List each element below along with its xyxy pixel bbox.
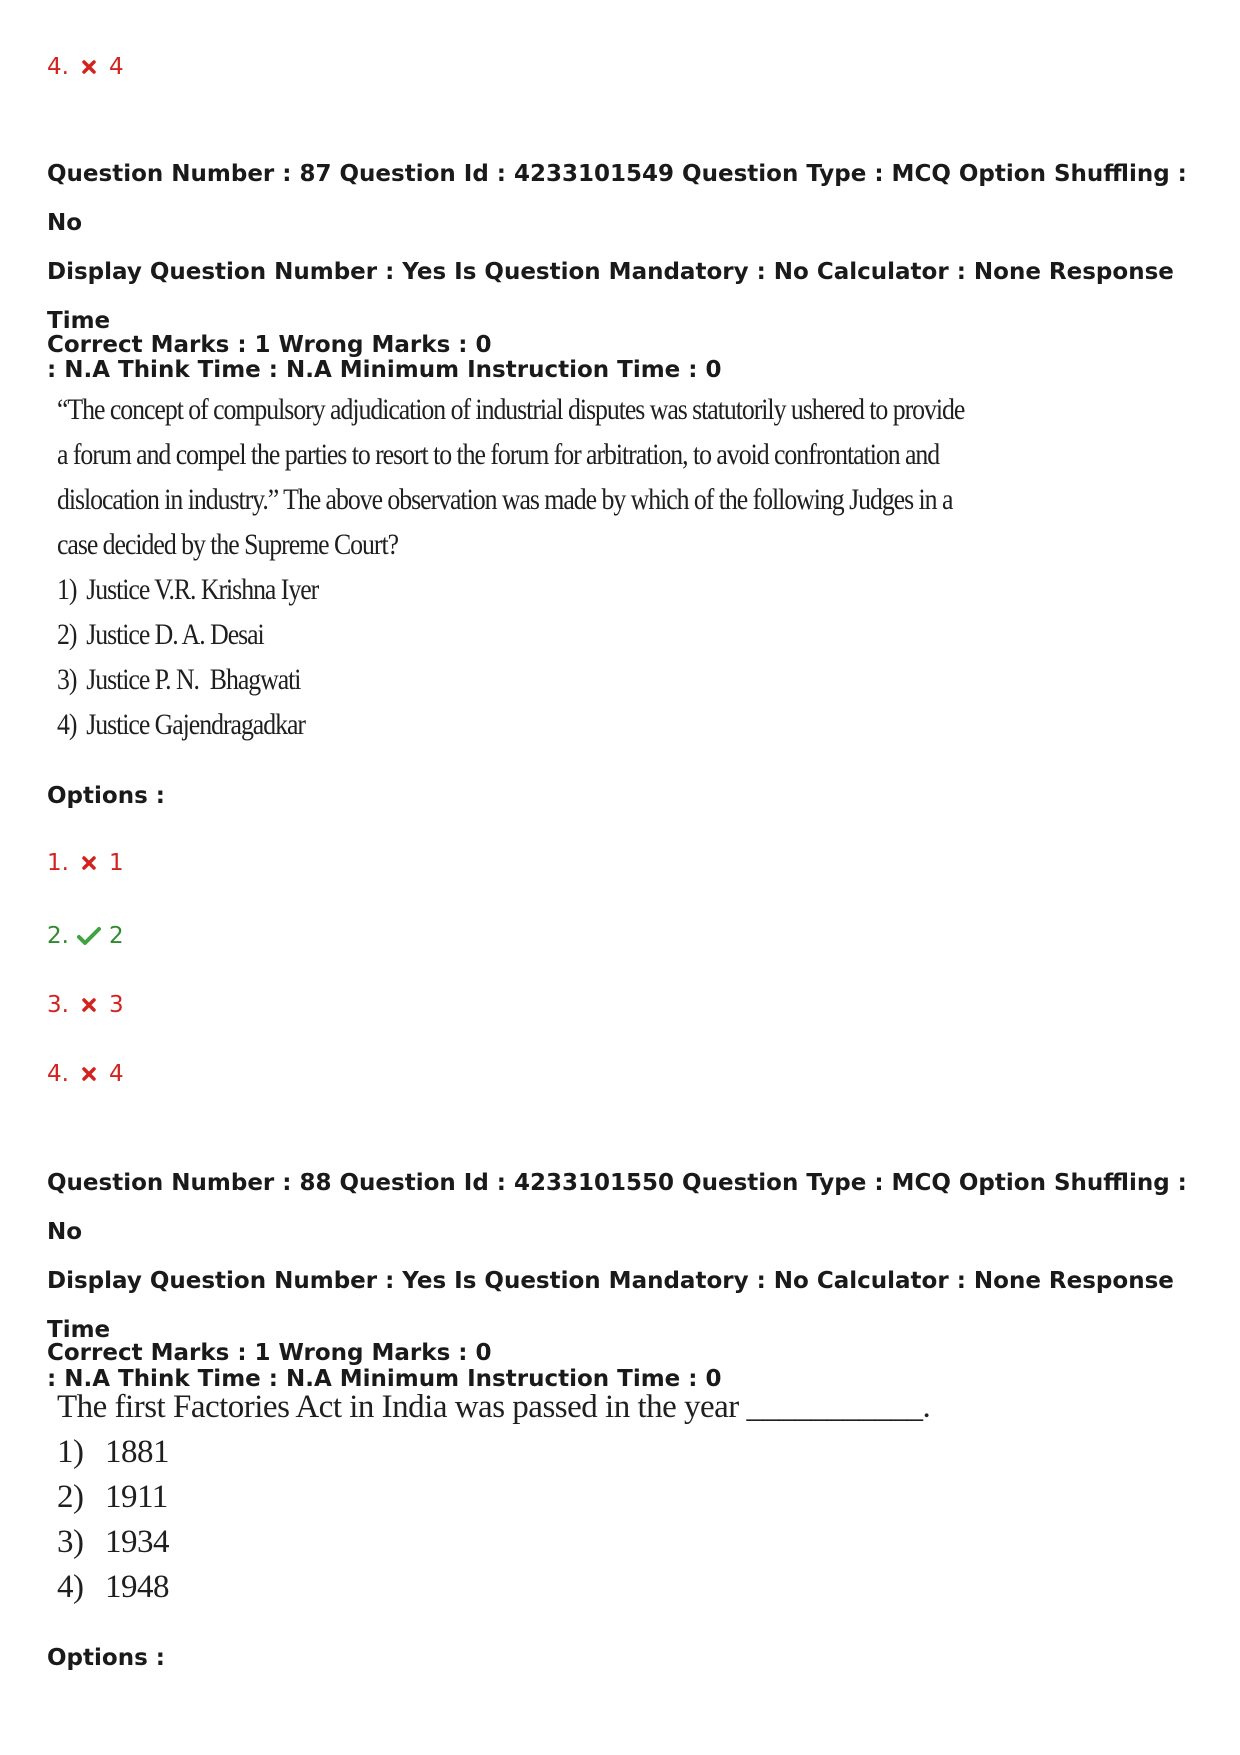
choice-item xyxy=(57,567,1003,612)
question-meta xyxy=(47,150,1207,395)
question-stem-line: case decided by the Supreme Court? xyxy=(57,528,399,561)
cross-icon xyxy=(77,993,101,1017)
choice-number: 4) xyxy=(57,708,77,741)
option-number: 4. xyxy=(47,1061,69,1087)
option-item xyxy=(47,1061,124,1087)
choice-number: 1) xyxy=(57,1434,84,1470)
question-body xyxy=(57,387,1003,747)
choice-item xyxy=(57,1475,930,1520)
check-icon xyxy=(77,924,101,948)
question-body xyxy=(57,1385,930,1610)
question-stem-line: a forum and compel the parties to resort to the forum for arbitration, to avoid confrontation and xyxy=(57,438,940,471)
option-item xyxy=(47,850,124,876)
choice-text: Justice D. A. Desai xyxy=(86,618,264,651)
choice-item xyxy=(57,612,1003,657)
choice-number: 2) xyxy=(57,1479,84,1515)
choice-item xyxy=(57,1430,930,1475)
choice-text: 1911 xyxy=(105,1479,168,1515)
meta-line: Display Question Number : Yes Is Question Mandatory : No Calculator : None Response Time xyxy=(47,259,1174,334)
option-item xyxy=(47,923,124,949)
meta-line: Display Question Number : Yes Is Question Mandatory : No Calculator : None Response Time xyxy=(47,1268,1174,1343)
choice-text: Justice P. N. Bhagwati xyxy=(86,663,301,696)
options-label: Options : xyxy=(47,783,165,809)
option-number: 1. xyxy=(47,850,69,876)
choice-number: 3) xyxy=(57,663,77,696)
choice-number: 4) xyxy=(57,1569,84,1605)
choice-text: 1934 xyxy=(105,1524,169,1560)
question-stem-line: “The concept of compulsory adjudication of industrial disputes was statutorily ushered to provide xyxy=(57,393,965,426)
choice-item xyxy=(57,1520,930,1565)
option-item xyxy=(47,54,124,80)
option-item xyxy=(47,992,124,1018)
meta-line: Question Number : 88 Question Id : 4233101550 Question Type : MCQ Option Shuffling : No xyxy=(47,1170,1187,1245)
option-value: 4 xyxy=(108,54,124,80)
marks-line: Correct Marks : 1 Wrong Marks : 0 xyxy=(47,1340,492,1366)
choice-text: 1881 xyxy=(105,1434,169,1470)
option-number: 4. xyxy=(47,54,69,80)
meta-line: Question Number : 87 Question Id : 4233101549 Question Type : MCQ Option Shuffling : No xyxy=(47,161,1187,236)
options-label: Options : xyxy=(47,1645,165,1671)
option-number: 3. xyxy=(47,992,69,1018)
option-value: 3 xyxy=(108,992,124,1018)
question-stem-line: The first Factories Act in India was passed in the year ___________. xyxy=(57,1389,931,1425)
question-meta xyxy=(47,1159,1207,1404)
meta-line: : N.A Think Time : N.A Minimum Instruction Time : 0 xyxy=(47,1366,722,1392)
cross-icon xyxy=(77,851,101,875)
cross-icon xyxy=(77,1062,101,1086)
option-value: 1 xyxy=(108,850,124,876)
choice-number: 1) xyxy=(57,573,77,606)
option-value: 2 xyxy=(108,923,124,949)
choice-number: 2) xyxy=(57,618,77,651)
question-stem-line: dislocation in industry.” The above observation was made by which of the following Judges in a xyxy=(57,483,953,516)
marks-line: Correct Marks : 1 Wrong Marks : 0 xyxy=(47,332,492,358)
choice-text: Justice V.R. Krishna Iyer xyxy=(86,573,319,606)
choice-text: 1948 xyxy=(105,1569,169,1605)
choice-number: 3) xyxy=(57,1524,84,1560)
meta-line: : N.A Think Time : N.A Minimum Instruction Time : 0 xyxy=(47,357,722,383)
choice-text: Justice Gajendragadkar xyxy=(86,708,305,741)
cross-icon xyxy=(77,55,101,79)
choice-item xyxy=(57,1565,930,1610)
choice-item xyxy=(57,657,1003,702)
option-number: 2. xyxy=(47,923,69,949)
choice-item xyxy=(57,702,1003,747)
option-value: 4 xyxy=(108,1061,124,1087)
